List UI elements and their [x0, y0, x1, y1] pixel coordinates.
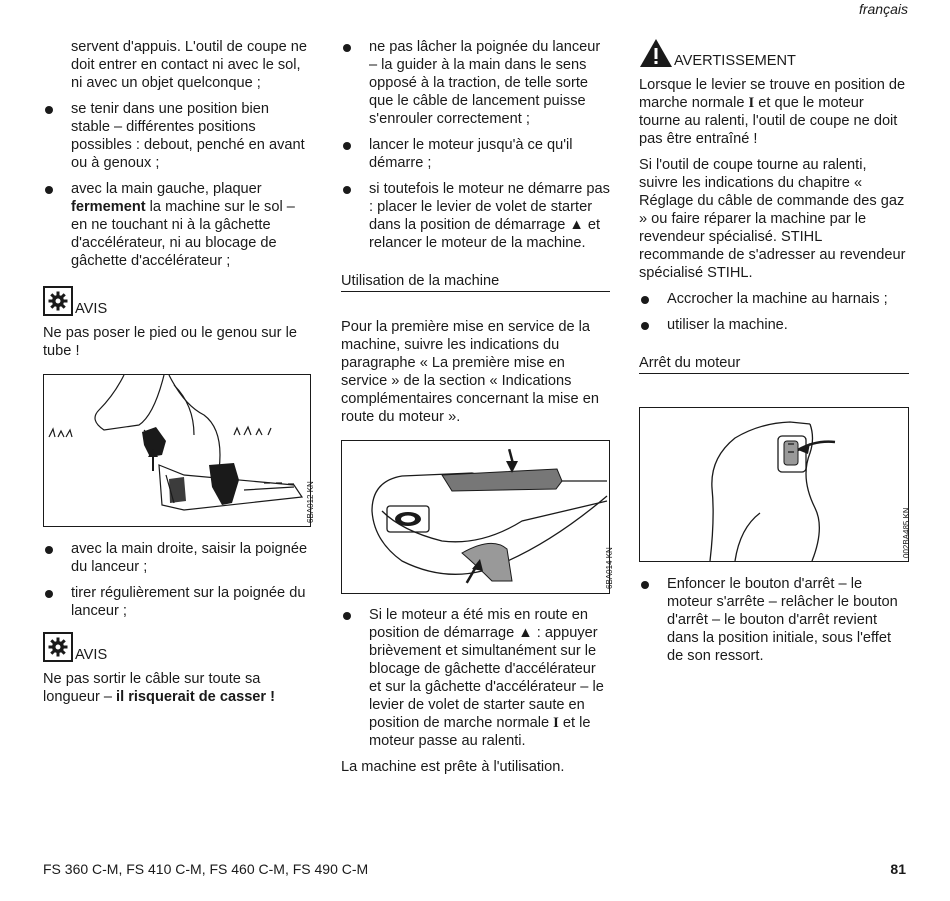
start-position-symbol: ▲ — [518, 625, 533, 641]
column-2 — [341, 38, 614, 784]
list-item — [43, 180, 311, 270]
figure-code: 002BA485 KN — [902, 507, 911, 558]
notice-text: Ne pas poser le pied ou le genou sur le tube ! — [43, 325, 297, 359]
list-item — [341, 180, 610, 252]
gear-icon — [43, 632, 73, 662]
column-1 — [43, 38, 315, 714]
column-3 — [639, 38, 909, 673]
notice-heading — [43, 286, 311, 316]
notice-text — [43, 670, 311, 706]
language-label: français — [858, 1, 908, 17]
list-item: Enfoncer le bouton d'arrêt – le moteur s'arrête – relâcher le bouton d'arrêt – le bouton d'arrêt revient dans la position initiale, sous l'effet de son ressort. — [639, 575, 909, 665]
warning-label: AVERTISSEMENT — [674, 53, 796, 69]
warning-text — [639, 76, 909, 148]
notice-label: AVIS — [75, 647, 108, 663]
warning-heading — [639, 38, 909, 68]
text: : appuyer brièvement et simultanément sur le blocage de gâchette d'accélérateur et sur la gâchette d'accélérateur – le levier de volet de starter saute en position de marche normale — [369, 625, 604, 731]
footer-models: FS 360 C-M, FS 410 C-M, FS 460 C-M, FS 490 C-M — [43, 861, 369, 877]
text: la machine sur le sol – en ne touchant ni à la gâchette d'accélérateur, ni au blocage de gâchette d'accélérateur ; — [71, 199, 295, 269]
run-position-symbol: I — [748, 95, 755, 111]
bold-text: il risquerait de casser ! — [116, 689, 276, 705]
figure-code: 6BA012 KN — [306, 481, 315, 523]
throttle-illustration — [342, 441, 609, 593]
text: et le moteur passe au ralenti. — [369, 715, 591, 749]
list-item: Accrocher la machine au harnais ; — [639, 290, 909, 308]
text: avec la main gauche, plaquer — [71, 181, 262, 197]
figure-code: 6BA014 KN — [605, 547, 614, 589]
start-position-symbol: ▲ — [569, 217, 584, 233]
stop-button-illustration — [640, 408, 908, 561]
figure-starting-machine — [43, 374, 315, 527]
list-item: utiliser la machine. — [639, 316, 909, 334]
text: et que le moteur tourne au ralenti, l'outil de coupe ne doit pas être entraîné ! — [639, 95, 898, 147]
text: si toutefois le moteur ne démarre pas : placer le levier de volet de starter dans la position de démarrage — [369, 181, 610, 233]
list-item — [341, 606, 610, 750]
page-number: 81 — [890, 861, 906, 877]
notice-label: AVIS — [75, 301, 108, 317]
text: Ne pas sortir le câble sur toute sa longueur – — [43, 671, 261, 705]
figure-throttle-trigger — [341, 440, 614, 594]
warning-text: Si l'outil de coupe tourne au ralenti, suivre les indications du chapitre « Réglage du câble de commande des gaz » ou faire réparer la machine par le revendeur spécialisé. STIHL recommande de s'adresser au revendeur spécialisé STIHL. — [639, 157, 906, 281]
text: Si le moteur a été mis en route en position de démarrage — [369, 607, 589, 641]
text: Lorsque le levier se trouve en position de marche normale — [639, 77, 906, 111]
list-item: se tenir dans une position bien stable – différentes positions possibles : debout, penché en avant ou à genoux ; — [43, 100, 311, 172]
list-item: ne pas lâcher la poignée du lanceur – la guider à la main dans le sens opposé à la traction, de telle sorte que le câble de lancement puisse s'enrouler correctement ; — [341, 38, 610, 128]
gear-icon — [43, 286, 73, 316]
paragraph: La machine est prête à l'utilisation. — [341, 759, 565, 775]
text: et relancer le moteur de la machine. — [369, 217, 601, 251]
section-heading: Utilisation de la machine — [341, 272, 610, 292]
starting-illustration — [44, 375, 310, 526]
paragraph: Pour la première mise en service de la machine, suivre les indications du paragraphe « La première mise en service » de la section « Indications complémentaires concernant la mise en route du moteur ». — [341, 319, 599, 425]
notice-heading — [43, 632, 311, 662]
run-position-symbol: I — [553, 715, 559, 731]
section-heading: Arrêt du moteur — [639, 354, 909, 374]
list-item: lancer le moteur jusqu'à ce qu'il démarre ; — [341, 136, 610, 172]
continued-paragraph: servent d'appuis. L'outil de coupe ne doit entrer en contact ni avec le sol, ni avec un objet quelconque ; — [71, 39, 307, 91]
figure-stop-button — [639, 407, 909, 562]
list-item: avec la main droite, saisir la poignée du lanceur ; — [43, 540, 311, 576]
bold-text: fermement — [71, 199, 146, 215]
list-item: tirer régulièrement sur la poignée du lanceur ; — [43, 584, 311, 620]
warning-icon — [639, 38, 673, 68]
